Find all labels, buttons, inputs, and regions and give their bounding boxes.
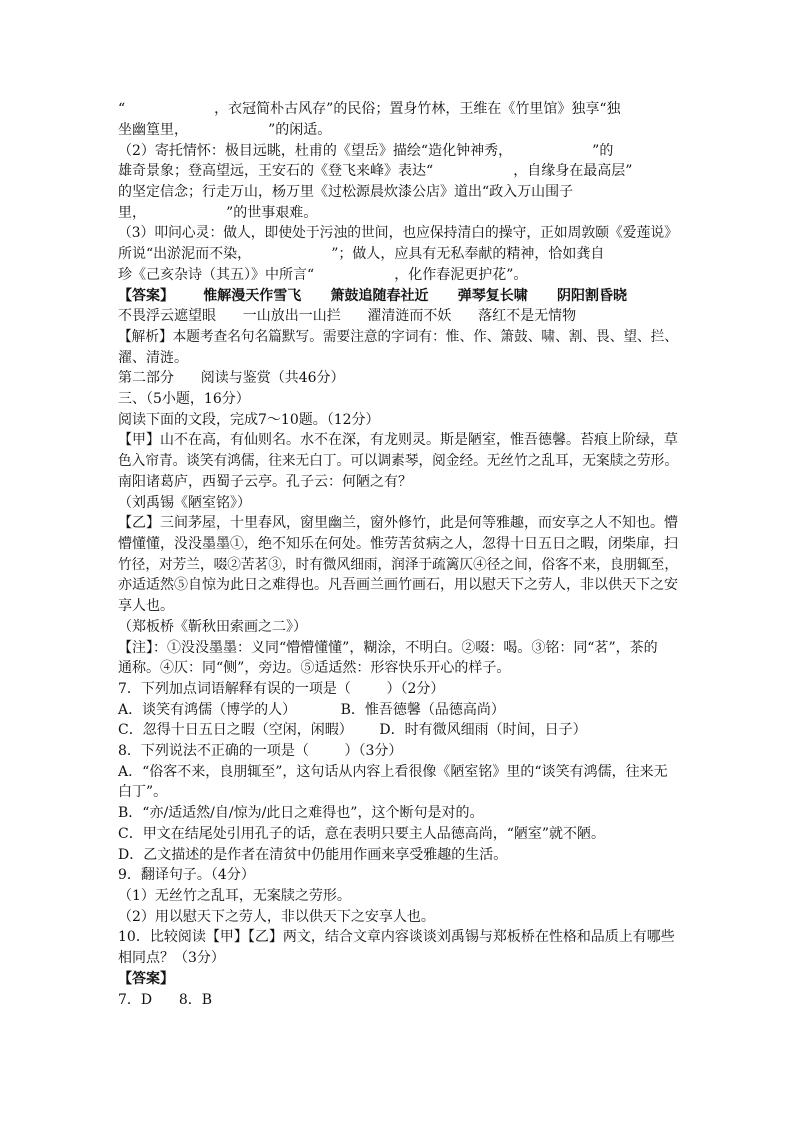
passage-line: 南阳诸葛庐，西蜀子云亭。孔子云：何陋之有？ bbox=[118, 474, 412, 490]
text-line: “ ，衣冠简朴古风存”的民俗；置身竹林，王维在《竹里馆》独享“独 bbox=[118, 101, 621, 117]
option-line: B．“亦/适适然/自/惊为/此日之难得也”，这个断句是对的。 bbox=[118, 805, 484, 821]
question-line: 相同点？（3分） bbox=[118, 950, 225, 966]
section-heading: 第二部分 阅读与鉴赏（共46分） bbox=[118, 370, 345, 386]
text-line: 珍《己亥杂诗（其五）》中所言“ ，化作春泥更护花”。 bbox=[118, 267, 528, 283]
question-line: （1）无丝竹之乱耳，无案牍之劳形。 bbox=[118, 888, 351, 904]
option-line: C．忽得十日五日之暇（空闲，闲暇） D．时有微风细雨（时间，日子） bbox=[118, 722, 587, 738]
answer-line: 7．D 8．B bbox=[118, 992, 213, 1008]
passage-line: 【甲】山不在高，有仙则名。水不在深，有龙则灵。斯是陋室，惟吾德馨。苔痕上阶绿，草 bbox=[118, 432, 678, 448]
question-line: （2）用以慰天下之劳人，非以供天下之安享人也。 bbox=[118, 909, 435, 925]
text-line: 的坚定信念；行走万山，杨万里《过松源晨炊漆公店》道出“政入万山围子 bbox=[118, 184, 574, 200]
passage-line: 享人也。 bbox=[118, 598, 174, 614]
passage-line: 懵懂懂，没没墨墨①，绝不知乐在何处。惟劳苦贫病之人，忽得十日五日之暇，闭柴扉，扫 bbox=[118, 536, 678, 552]
option-line: C．甲文在结尾处引用孔子的话，意在表明只要主人品德高尚，“陋室”就不陋。 bbox=[118, 826, 606, 842]
passage-source: （刘禹锡《陋室铭》） bbox=[118, 495, 251, 511]
text-line: （2）寄托情怀：极目远眺，杜甫的《望岳》描绘“造化钟神秀， ”的 bbox=[118, 143, 614, 159]
option-line: A．谈笑有鸿儒（博学的人） B．惟吾德馨（品德高尚） bbox=[118, 702, 505, 718]
answer-heading: 【答案】 bbox=[118, 971, 174, 987]
section-heading: 三、（5小题，16分） bbox=[118, 391, 250, 407]
note-line: 【注】：①没没墨墨：义同“懵懵懂懂”，糊涂，不明白。②啜：喝。③铭：同“茗”，茶的 bbox=[118, 640, 658, 656]
text-line: 不畏浮云遮望眼 一山放出一山拦 濯清涟而不妖 落红不是无情物 bbox=[118, 308, 577, 324]
question-line: 7．下列加点词语解释有误的一项是（ ）（2分） bbox=[118, 681, 445, 697]
text-line: 里， ”的世事艰难。 bbox=[118, 205, 318, 221]
passage-line: 【乙】三间茅屋，十里春风，窗里幽兰，窗外修竹，此是何等雅趣，而安享之人不知也。懵 bbox=[118, 515, 678, 531]
question-line: 10．比较阅读【甲】【乙】两文，结合文章内容谈谈刘禹锡与郑板桥在性格和品质上有哪些 bbox=[118, 929, 675, 945]
instruction-line: 阅读下面的文段，完成7～10题。（12分） bbox=[118, 412, 380, 428]
passage-source: （郑板桥《靳秋田索画之二》） bbox=[118, 619, 307, 635]
text-line: 雄奇景象；登高望远，王安石的《登飞来峰》表达“ ，自缘身在最高层” bbox=[118, 163, 633, 179]
question-line: 9．翻译句子。（4分） bbox=[118, 867, 255, 883]
text-line: 濯、清涟。 bbox=[118, 350, 188, 366]
option-line: A．“俗客不来，良朋辄至”，这句话从内容上看很像《陋室铭》里的“谈笑有鸿儒，往来无 bbox=[118, 764, 668, 780]
passage-line: 色入帘青。谈笑有鸿儒，往来无白丁。可以调素琴，阅金经。无丝竹之乱耳，无案牍之劳形。 bbox=[118, 453, 678, 469]
passage-line: 亦适适然⑤自惊为此日之难得也。凡吾画兰画竹画石，用以慰天下之劳人，非以供天下之安 bbox=[118, 577, 678, 593]
question-line: 8．下列说法不正确的一项是（ ）（3分） bbox=[118, 743, 403, 759]
answer-line: 【答案】 惟解漫天作雪飞 箫鼓追随春社近 弹琴复长啸 阴阳割昏晓 bbox=[118, 288, 627, 304]
analysis-line: 【解析】本题考查名句名篇默写。需要注意的字词有：惟、作、箫鼓、啸、割、畏、望、拦、 bbox=[118, 329, 678, 345]
text-line: 所说“出淤泥而不染， ”；做人，应具有无私奉献的精神，恰如龚自 bbox=[118, 246, 605, 262]
passage-line: 竹径，对芳兰，啜②苦茗③，时有微风细雨，润泽于疏篱仄④径之间，俗客不来，良朋辄至， bbox=[118, 557, 678, 573]
option-line: D．乙文描述的是作者在清贫中仍能用作画来享受雅趣的生活。 bbox=[118, 847, 508, 863]
option-line: 白丁”。 bbox=[118, 784, 168, 800]
text-line: （3）叩问心灵：做人，即使处于污浊的世间，也应保持清白的操守，正如周敦颐《爱莲说》 bbox=[118, 225, 678, 241]
text-line: 坐幽篁里， ”的闲适。 bbox=[118, 122, 332, 138]
note-line: 通称。④仄：同“侧”，旁边。⑤适适然：形容快乐开心的样子。 bbox=[118, 660, 511, 676]
